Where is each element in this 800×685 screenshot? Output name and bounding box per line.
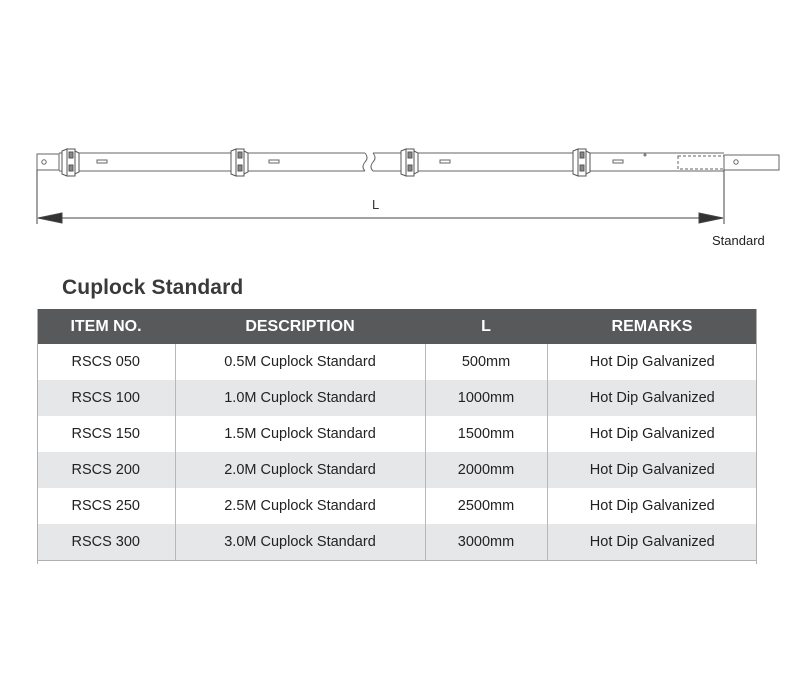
cuplock-standard-drawing [0,130,800,260]
cup-joint [401,149,418,176]
drawing-caption: Standard [712,233,765,248]
cell-remarks: Hot Dip Galvanized [547,452,757,488]
arrow-left-icon [38,213,62,223]
cell-remarks: Hot Dip Galvanized [547,488,757,524]
table-row [37,524,757,561]
cell-length: 2000mm [425,452,547,488]
cell-description: 3.0M Cuplock Standard [175,524,425,561]
cell-remarks: Hot Dip Galvanized [547,344,757,380]
cell-description: 2.0M Cuplock Standard [175,452,425,488]
cell-length: 1500mm [425,416,547,452]
cell-remarks: Hot Dip Galvanized [547,416,757,452]
header-description: DESCRIPTION [175,309,425,344]
cell-item-no: RSCS 250 [71,498,140,514]
cup-joint [231,149,248,176]
header-length: L [425,309,547,344]
cell-remarks: Hot Dip Galvanized [547,380,757,416]
table-row [37,380,757,416]
table-row [37,344,757,380]
dimension-line [37,170,724,224]
cell-item-no: RSCS 050 [71,354,140,370]
cell-item-no: RSCS 150 [71,426,140,442]
cell-item-no: RSCS 300 [37,524,175,561]
cell-description: 0.5M Cuplock Standard [175,344,425,380]
cell-remarks: Hot Dip Galvanized [547,524,757,561]
cell-length: 500mm [425,344,547,380]
cell-description: 2.5M Cuplock Standard [175,488,425,524]
dimension-label: L [372,197,380,212]
cell-length: 3000mm [425,524,547,561]
table-row [37,452,757,488]
cup-joint [573,149,590,176]
table-row [37,488,757,524]
cell-description: 1.0M Cuplock Standard [175,380,425,416]
cell-item-no: RSCS 100 [37,380,175,416]
cell-description: 1.5M Cuplock Standard [175,416,425,452]
cell-item-no: RSCS 200 [37,452,175,488]
cell-length: 2500mm [425,488,547,524]
header-item-no: ITEM NO. [37,309,175,344]
table-row [37,416,757,452]
cup-joint [62,149,79,176]
page-title: Cuplock Standard [62,276,244,299]
cell-length: 1000mm [425,380,547,416]
arrow-right-icon [699,213,723,223]
table-header-row [37,309,757,344]
spec-table [37,309,757,561]
header-remarks: REMARKS [547,309,757,344]
